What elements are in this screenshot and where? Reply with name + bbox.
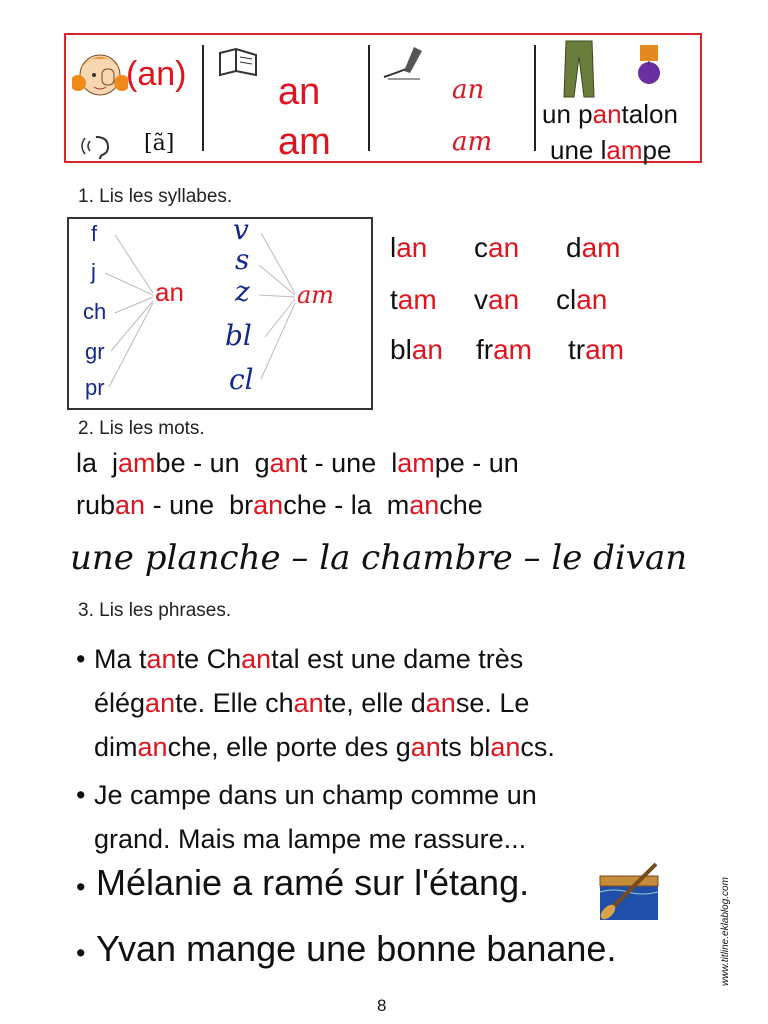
section-2-title: 2. Lis les mots. bbox=[78, 418, 205, 439]
hub-an: an bbox=[155, 277, 184, 307]
section-3-title: 3. Lis les phrases. bbox=[78, 600, 232, 621]
consonant-gr: gr bbox=[85, 339, 105, 364]
bullet: • bbox=[76, 938, 86, 968]
script-sentence-1: Mélanie a ramé sur l'étang. bbox=[96, 862, 530, 903]
bullet: • bbox=[76, 644, 86, 674]
read-am: am bbox=[278, 121, 331, 163]
words-line-1: la jambe - un gant - une lampe - un bbox=[76, 448, 519, 478]
write-an: an bbox=[452, 75, 485, 105]
words-line-2: ruban - une branche - la manche bbox=[76, 490, 483, 520]
section-1-title: 1. Lis les syllabes. bbox=[78, 186, 233, 207]
sentence-1-line-3: dimanche, elle porte des gants blancs. bbox=[94, 732, 555, 762]
page-number: 8 bbox=[377, 996, 387, 1015]
connector-lines bbox=[69, 219, 375, 412]
hub-am: am bbox=[297, 281, 335, 309]
syllable-row-1: lan can dam bbox=[390, 232, 621, 263]
book-icon bbox=[216, 45, 260, 79]
syllable-row-2: tam van clan bbox=[390, 284, 608, 315]
sentence-2-line-2: grand. Mais ma lampe me rassure... bbox=[94, 824, 527, 854]
divider bbox=[202, 45, 204, 151]
sound-label: (an) bbox=[126, 55, 187, 93]
girl-listening-icon bbox=[72, 43, 128, 113]
sentence-1-line-2: élégante. Elle chante, elle danse. Le bbox=[94, 688, 530, 718]
consonant-j: j bbox=[91, 259, 96, 284]
consonant-f: f bbox=[91, 221, 98, 246]
ear-icon bbox=[80, 133, 114, 159]
sentence-2-line-1: Je campe dans un champ comme un bbox=[94, 780, 537, 810]
lamp-icon bbox=[632, 43, 666, 89]
divider bbox=[368, 45, 370, 151]
syllable-fan-box bbox=[67, 213, 373, 410]
consonant-ch: ch bbox=[83, 299, 107, 324]
sentence-1-line-1: Ma tante Chantal est une dame très bbox=[94, 644, 524, 674]
bullet: • bbox=[76, 780, 86, 810]
write-am: am bbox=[452, 127, 493, 157]
example-pantalon: un pantalon bbox=[542, 99, 678, 129]
phonetic-symbol: [ã] bbox=[144, 131, 175, 156]
website-watermark: www.titline.eklablog.com bbox=[720, 877, 731, 986]
example-lampe: une lampe bbox=[550, 135, 672, 165]
script-cl: cl bbox=[229, 363, 254, 396]
rowboat-oar-icon bbox=[598, 862, 660, 922]
script-z: z bbox=[235, 275, 250, 308]
sound-header-box bbox=[64, 33, 702, 163]
words-script-line: une planche – la chambre – le divan bbox=[70, 538, 688, 578]
bullet: • bbox=[76, 872, 86, 902]
read-an: an bbox=[278, 71, 321, 113]
script-v: v bbox=[233, 213, 249, 246]
trousers-icon bbox=[562, 39, 596, 99]
writing-hand-icon bbox=[380, 43, 426, 83]
script-bl: bl bbox=[225, 319, 252, 352]
script-s: s bbox=[235, 243, 250, 276]
divider bbox=[534, 45, 536, 151]
consonant-pr: pr bbox=[85, 375, 105, 400]
script-sentence-2: Yvan mange une bonne banane. bbox=[96, 928, 617, 969]
syllable-row-3: blan fram tram bbox=[390, 334, 625, 365]
